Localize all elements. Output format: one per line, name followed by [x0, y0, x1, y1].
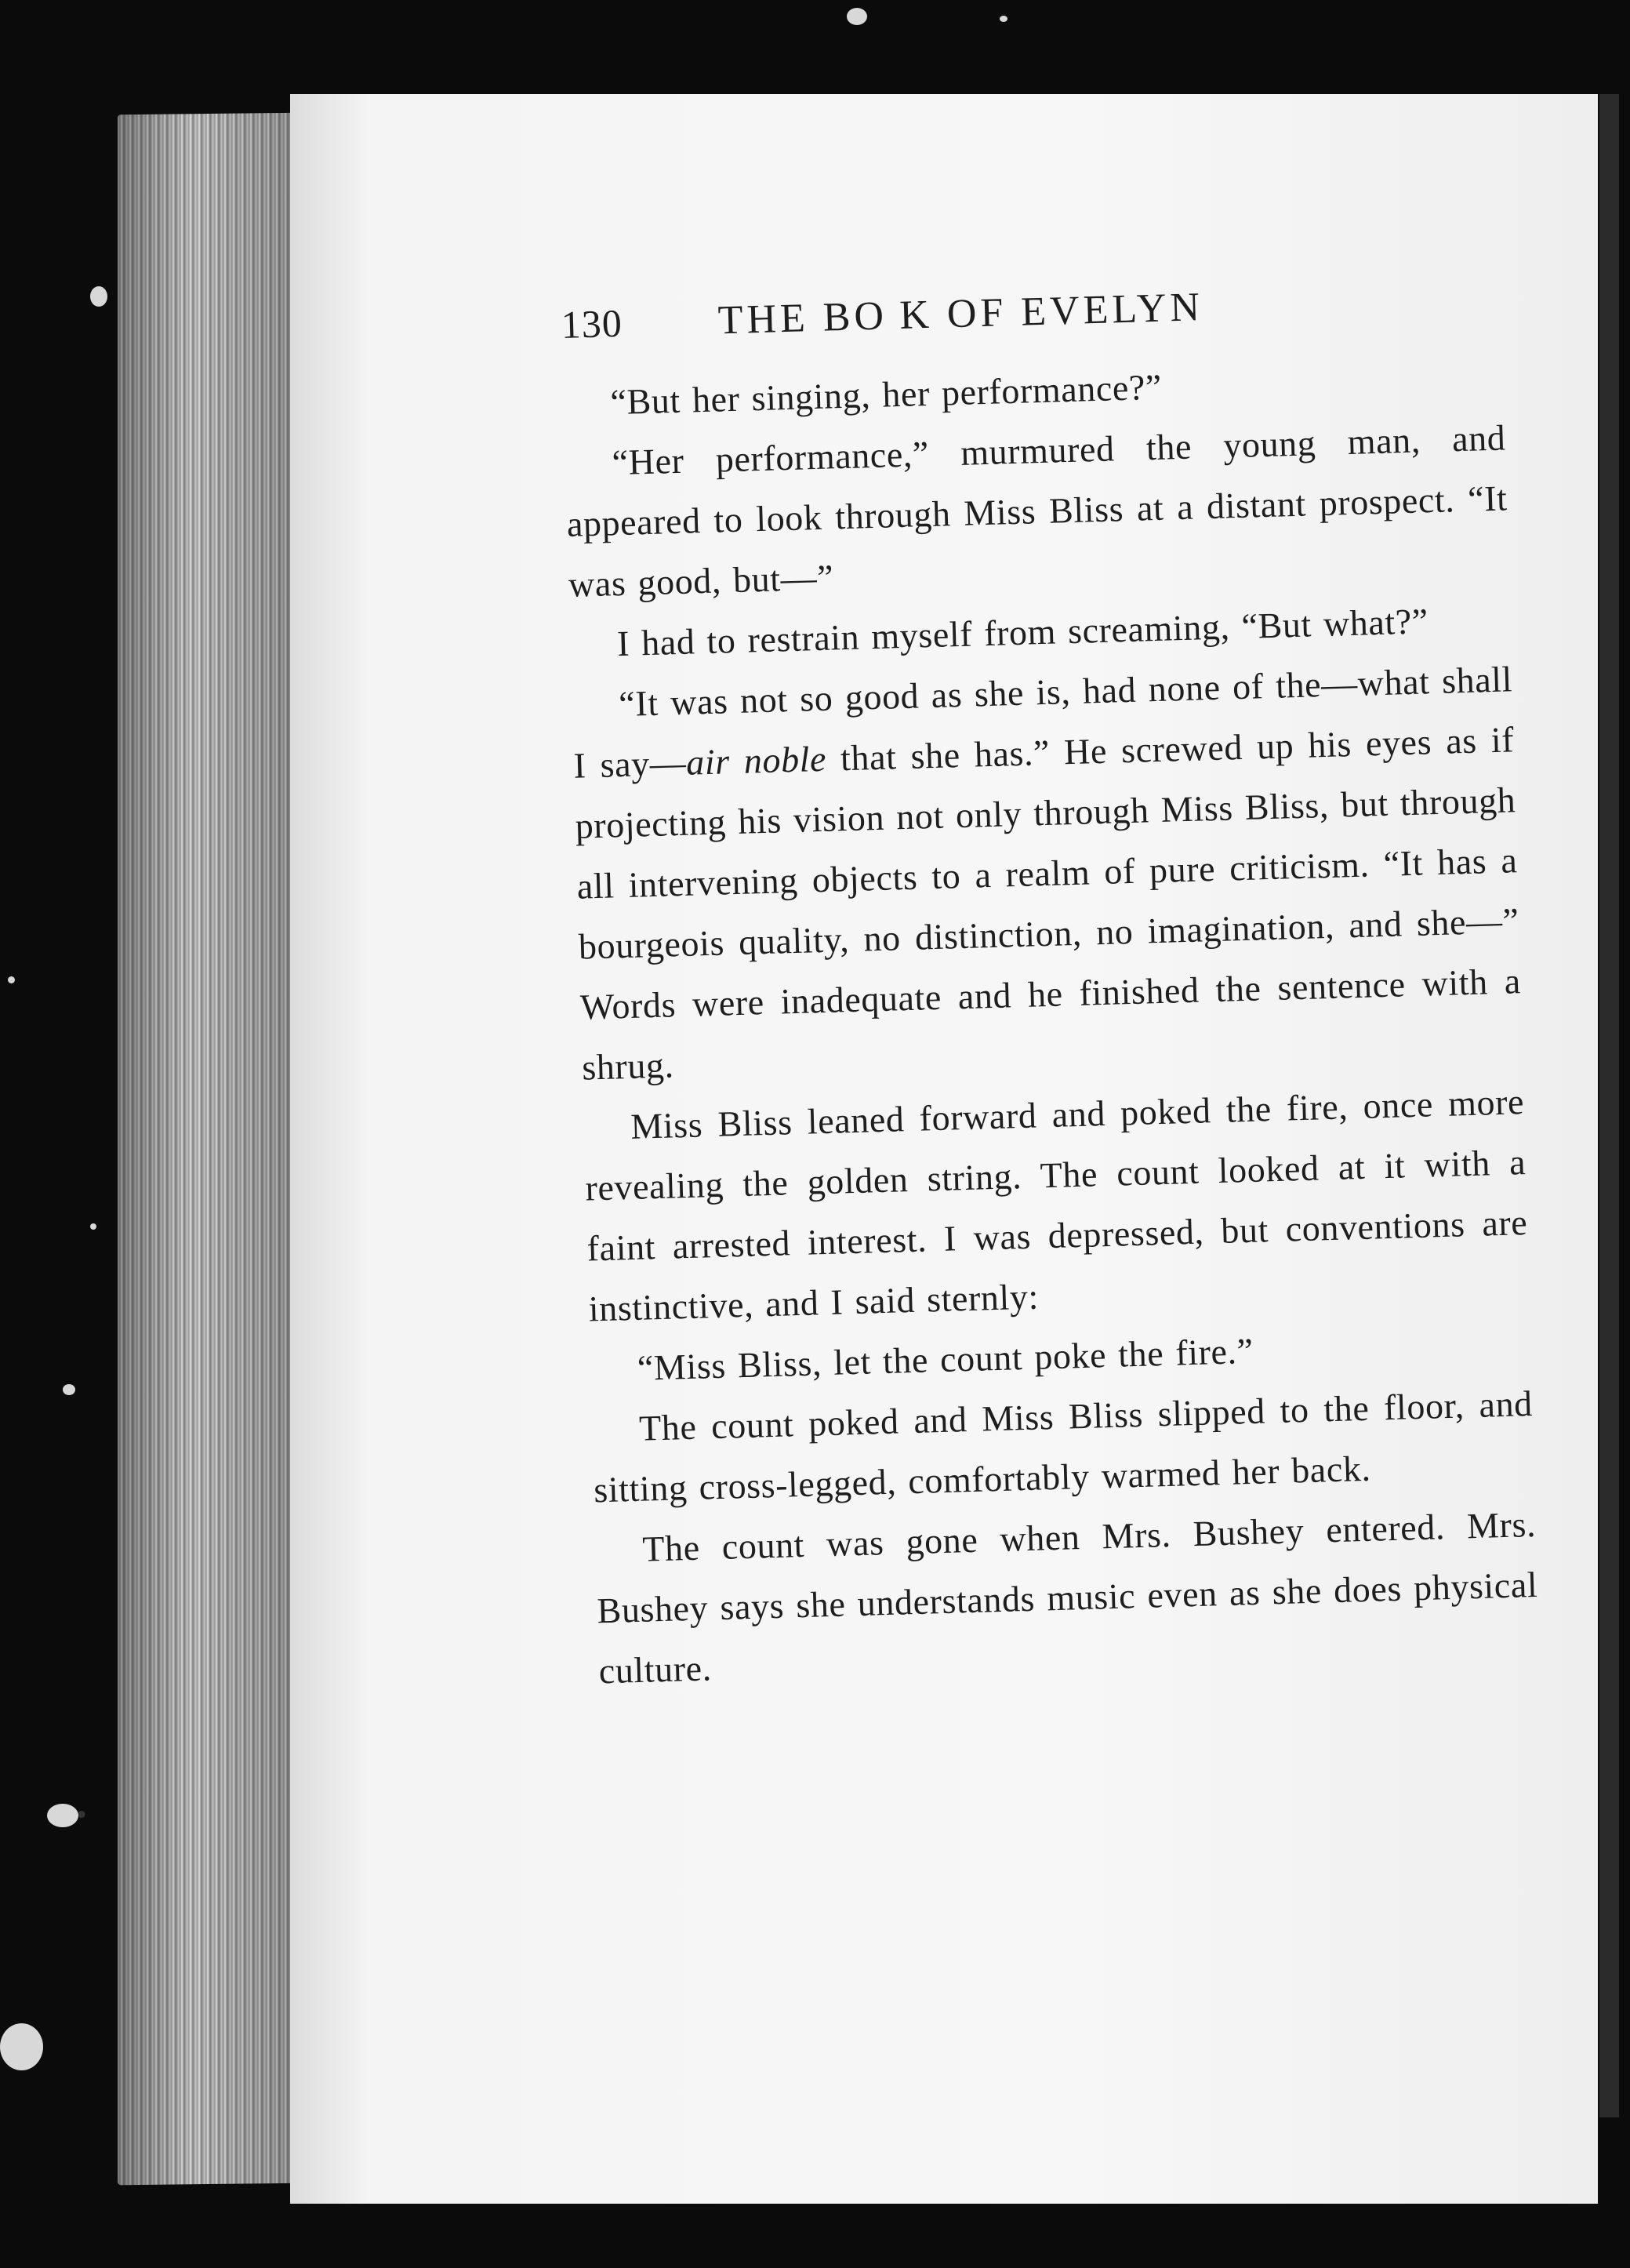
page-edges-stack	[118, 113, 302, 2185]
running-head	[561, 275, 1502, 347]
dust-speck	[90, 286, 107, 307]
dust-speck	[63, 1384, 75, 1395]
paragraph-4	[571, 649, 1523, 1097]
dust-speck	[0, 2023, 43, 2070]
italic-phrase: air noble	[685, 738, 827, 783]
dust-speck	[8, 976, 15, 983]
paragraph-8: The count was gone when Mrs. Bushey entered. Mrs. Bushey says she understands music even as she does physical culture.	[596, 1503, 1538, 1692]
paragraph-2: “Her performance,” murmured the young man, and appeared to look through Miss Bliss at a distant prospect. “It was good, but—”	[566, 417, 1508, 605]
paragraph-1: “But her singing, her performance?”	[609, 366, 1163, 423]
paragraph-5: Miss Bliss leaned forward and poked the fire, once more revealing the golden string. The count looked at it with a faint arrested interest. I was depressed, but conventions are instinctive, and I said sternly:	[584, 1081, 1528, 1329]
dust-speck	[847, 8, 867, 25]
paragraph-3: I had to restrain myself from screaming, “But what?”	[616, 601, 1429, 664]
book-page	[290, 94, 1598, 2204]
dust-speck	[1000, 16, 1007, 22]
dust-speck	[47, 1804, 78, 1827]
page-text-block	[561, 275, 1540, 1701]
paragraph-4-after: that she has.” He screwed up his eyes as if projecting his vision not only through Miss Bliss, but through all intervening objects to a realm of pure criticism. “It has a bourgeois quality, no distinction, no imagination, and she—” Words were inadequate and he finished the sentence with a shrug.	[574, 719, 1522, 1088]
paragraph-7: The count poked and Miss Bliss slipped to the floor, and sitting cross-legged, comfortably warmed her back.	[593, 1383, 1534, 1510]
paragraph-4-before: “It was not so good as she is, had none of the—what shall I say—	[572, 659, 1513, 786]
paragraph-6: “Miss Bliss, let the count poke the fire.”	[637, 1330, 1254, 1388]
running-title: THE BO K OF EVELYN	[717, 285, 1204, 343]
page-number: 130	[561, 300, 623, 347]
binding-edge	[1599, 94, 1619, 2117]
dust-speck	[90, 1223, 96, 1230]
